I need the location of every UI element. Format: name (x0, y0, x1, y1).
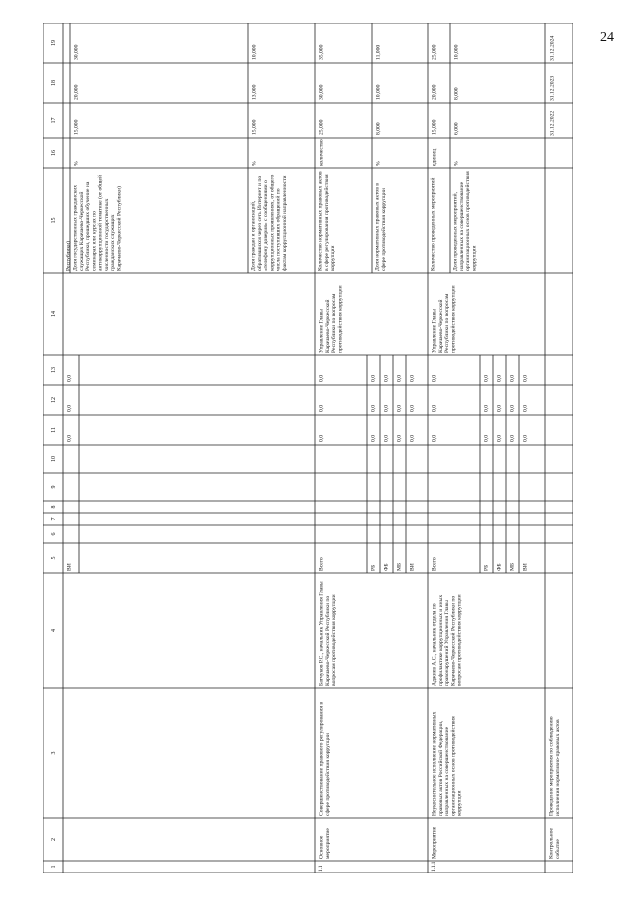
column-number: 5 (51, 556, 57, 560)
funding-value: 0,0 (496, 375, 503, 382)
funding-value: 0,0 (66, 405, 73, 412)
funding-value: 0,0 (431, 435, 438, 442)
funding-value: 0,0 (370, 375, 377, 382)
row-type: Контрольноесобытие (548, 828, 561, 859)
funding-value: 0,0 (483, 375, 490, 382)
column-number: 15 (51, 217, 57, 224)
indicator-value: 10,000 (251, 44, 258, 60)
funding-value: 0,0 (383, 405, 390, 412)
funding-value: 0,0 (318, 405, 325, 412)
event-date: 31.12.2024 (549, 35, 556, 61)
indicator-value: 8,000 (375, 122, 382, 135)
funding-source: Всего (318, 557, 325, 571)
indicator-value: 13,000 (251, 84, 258, 100)
funding-value: 0,0 (522, 405, 529, 412)
column-number: 12 (51, 397, 57, 403)
indicator-value: 25,000 (318, 119, 325, 135)
program-table (43, 23, 573, 873)
funding-value: 0,0 (522, 435, 529, 442)
indicator-value: 15,000 (431, 119, 438, 135)
row-type: Основноемероприятие (318, 828, 331, 859)
funding-value: 0,0 (370, 405, 377, 412)
indicator-value: 35,000 (318, 44, 325, 60)
funding-value: 0,0 (383, 435, 390, 442)
funding-value: 0,0 (509, 375, 516, 382)
row-number: 1.1 (318, 865, 325, 872)
funding-source: ВИ (66, 563, 73, 571)
indicator-unit: единиц (431, 148, 438, 166)
indicator-value: 20,000 (431, 84, 438, 100)
funding-value: 0,0 (396, 375, 403, 382)
row-title: Совершенствование правового регулирования всфере противодействия коррупции (318, 701, 331, 816)
indicator-value: 6,000 (453, 122, 460, 135)
column-number: 9 (51, 485, 57, 489)
indicator-value: 15,000 (251, 119, 258, 135)
row-participant: Управление ГлавыКарачаево-ЧеркесскойРеспублики по вопросампротиводействия коррупции (318, 285, 344, 353)
funding-value: 0,0 (496, 435, 503, 442)
row-number: 1.1.1 (431, 861, 438, 872)
funding-value: 0,0 (509, 405, 516, 412)
funding-value: 0,0 (509, 435, 516, 442)
row-title: Неукоснительное исполнение нормативныхправовых актов Российской Федерации,направленных на совершенствованиеорганизационных основ противодействиякоррупции (431, 711, 463, 816)
funding-source: РБ (483, 564, 490, 571)
funding-source: ВИ (522, 563, 529, 571)
indicator-unit: % (251, 161, 258, 166)
column-number: 7 (51, 517, 57, 521)
indicator-name: Доля нормативных правовых актов всфере противодействия коррупции (374, 183, 387, 271)
indicator-name: Количество нормативных правовых актовв сфере регулирования противодействиякоррупции (317, 171, 337, 271)
indicator-unit: % (375, 161, 382, 166)
event-date: 31.12.2023 (549, 75, 556, 101)
column-number: 18 (51, 80, 57, 86)
column-number: 3 (51, 751, 57, 755)
page-number: 24 (600, 30, 614, 45)
column-number: 2 (51, 838, 57, 841)
funding-value: 0,0 (431, 405, 438, 412)
funding-source: Всего (431, 557, 438, 571)
funding-value: 0,0 (409, 375, 416, 382)
column-number: 4 (51, 629, 57, 632)
funding-source: ФБ (383, 563, 390, 571)
funding-value: 0,0 (431, 375, 438, 382)
indicator-value: 15,000 (73, 119, 80, 135)
funding-source: МБ (396, 562, 403, 571)
funding-value: 0,0 (396, 435, 403, 442)
row-participant: Управление ГлавыКарачаево-ЧеркесскойРеспублики по вопросампротиводействия коррупции (431, 285, 457, 353)
indicator-name: Доля граждан и организаций,обратившихся через сеть Интернет и по«телефону доверия» с сообщениями окоррупционных проявлениях, от общегочисла поступивших обращений пофактам коррупционной направленности (250, 174, 288, 271)
indicator-name: Доля проведенных мероприятий,направленных на совершенствованиеорганизационных основ противодействиякоррупции (452, 171, 478, 271)
indicator-value: 8,000 (453, 87, 460, 100)
funding-value: 0,0 (396, 405, 403, 412)
funding-value: 0,0 (409, 435, 416, 442)
indicator-value: 30,000 (318, 84, 325, 100)
funding-value: 0,0 (483, 405, 490, 412)
column-number: 8 (51, 505, 57, 509)
column-number: 11 (51, 427, 57, 433)
column-number: 10 (51, 456, 57, 462)
row-title: Проведение мероприятия по соблюдениюисполнения нормативно-правовых актов (548, 716, 561, 816)
column-number: 19 (51, 40, 57, 46)
row-executor: Батчуков Р.С., начальник Управления ГлавыКарачаево-Черкесской Республики повопросам противодействия коррупции (318, 581, 338, 686)
event-date: 31.12.2022 (549, 110, 556, 136)
indicator-unit: % (453, 161, 460, 166)
column-number: 14 (51, 311, 57, 317)
funding-value: 0,0 (409, 405, 416, 412)
row-type: Мероприятие (431, 826, 438, 859)
funding-source: МБ (509, 562, 516, 571)
funding-value: 0,0 (318, 435, 325, 442)
funding-source: ФБ (496, 563, 503, 571)
column-number: 1 (51, 865, 57, 869)
column-number: 16 (51, 150, 57, 156)
column-number: 13 (51, 367, 57, 373)
funding-source: РБ (370, 564, 377, 571)
funding-value: 0,0 (383, 375, 390, 382)
funding-value: 0,0 (318, 375, 325, 382)
indicator-name: Республики) (65, 241, 72, 271)
funding-value: 0,0 (483, 435, 490, 442)
indicator-name: Доля государственных гражданскихслужащих Карачаево-ЧеркесскойРеспублики, прошедших обучение насеминарах или курсах поантикоррупционной тематике (от общейчисленности государственныхгражданских служащихКарачаево-Черкесской Республики) (72, 175, 123, 271)
funding-value: 0,0 (66, 435, 73, 442)
funding-source: ВИ (409, 563, 416, 571)
indicator-value: 20,000 (73, 84, 80, 100)
indicator-value: 10,000 (375, 84, 382, 100)
funding-value: 0,0 (370, 435, 377, 442)
column-number: 17 (51, 117, 57, 124)
indicator-value: 25,000 (431, 44, 438, 60)
indicator-value: 10,000 (453, 44, 460, 60)
funding-value: 0,0 (496, 405, 503, 412)
indicator-unit: % (73, 161, 80, 166)
indicator-value: 11,000 (375, 44, 382, 60)
row-executor: Аджиев А.С., начальник отдела попрофилактике коррупционных и иныхправонарушений Управления ГлавыКарачаево-Черкесской Республики повопросам противодействия коррупции (431, 594, 463, 686)
indicator-unit: количество (318, 139, 325, 166)
funding-value: 0,0 (66, 375, 73, 382)
indicator-value: 30,000 (73, 44, 80, 60)
indicator-name: Количество проведенных мероприятий (430, 177, 437, 271)
column-number: 6 (51, 532, 57, 536)
funding-value: 0,0 (522, 375, 529, 382)
